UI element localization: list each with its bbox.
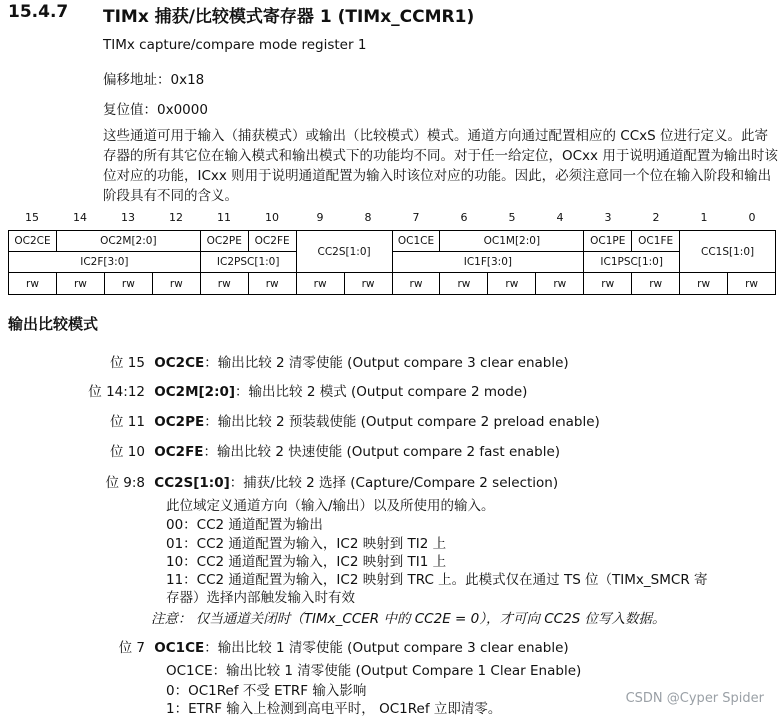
bit-number: 3 bbox=[604, 211, 612, 224]
field-name: CC2S[1:0] bbox=[154, 475, 230, 491]
field-name: OC1CE bbox=[154, 640, 205, 656]
access-cell: rw bbox=[632, 273, 680, 295]
field-oc1ce: OC1CE bbox=[392, 231, 440, 252]
bit-number: 2 bbox=[652, 211, 660, 224]
bit-number: 15 bbox=[25, 211, 39, 224]
oc1ce-detail: 0：OC1Ref 不受 ETRF 输入影响 bbox=[166, 683, 367, 699]
access-cell: rw bbox=[584, 273, 632, 295]
register-english-name: TIMx capture/compare mode register 1 bbox=[103, 37, 367, 53]
cc2s-detail: 00：CC2 通道配置为输出 bbox=[166, 517, 323, 533]
access-cell: rw bbox=[9, 273, 57, 295]
access-cell: rw bbox=[680, 273, 728, 295]
bit-number: 10 bbox=[265, 211, 279, 224]
bit-position: 位 14:12 bbox=[88, 384, 145, 400]
watermark: CSDN @Cyper Spider bbox=[625, 691, 764, 706]
field-desc: ：捕获/比较 2 选择 (Capture/Compare 2 selection) bbox=[229, 475, 559, 491]
field-name: OC2M[2:0] bbox=[154, 384, 236, 400]
bit-number: 11 bbox=[217, 211, 231, 224]
field-name: OC2PE bbox=[154, 414, 205, 430]
field-ic2f: IC2F[3:0] bbox=[9, 252, 201, 273]
field-description-oc2fe bbox=[0, 440, 560, 460]
field-ic1psc: IC1PSC[1:0] bbox=[584, 252, 680, 273]
section-number: 15.4.7 bbox=[8, 2, 69, 22]
field-desc: ：输出比较 2 快速使能 (Output compare 2 fast enable) bbox=[203, 444, 561, 460]
field-oc2fe: OC2FE bbox=[248, 231, 296, 252]
bit-position: 位 11 bbox=[110, 414, 145, 430]
bit-number: 4 bbox=[556, 211, 564, 224]
bit-number: 6 bbox=[460, 211, 468, 224]
bit-number: 12 bbox=[169, 211, 183, 224]
field-description-cc2s bbox=[0, 471, 558, 491]
bit-number: 0 bbox=[748, 211, 756, 224]
oc1ce-detail: 1：ETRF 输入上检测到高电平时， OC1Ref 立即清零。 bbox=[166, 701, 502, 717]
field-cc2s: CC2S[1:0] bbox=[296, 231, 392, 273]
field-name: OC2FE bbox=[154, 444, 204, 460]
cc2s-detail: 01：CC2 通道配置为输入，IC2 映射到 TI2 上 bbox=[166, 536, 447, 552]
field-desc: ：输出比较 2 预装载使能 (Output compare 2 preload enable) bbox=[204, 414, 600, 430]
access-cell: rw bbox=[200, 273, 248, 295]
field-description-oc1ce bbox=[0, 636, 569, 656]
bit-number: 5 bbox=[508, 211, 516, 224]
bit-number: 7 bbox=[412, 211, 420, 224]
offset-address: 偏移地址：0x18 bbox=[103, 72, 205, 88]
field-description-oc2ce bbox=[0, 351, 569, 371]
bit-position: 位 7 bbox=[118, 640, 145, 656]
access-cell: rw bbox=[488, 273, 536, 295]
access-cell: rw bbox=[344, 273, 392, 295]
bit-number: 9 bbox=[316, 211, 324, 224]
cc2s-detail: 10：CC2 通道配置为输入，IC2 映射到 TI1 上 bbox=[166, 554, 447, 570]
access-cell: rw bbox=[152, 273, 200, 295]
bit-number: 8 bbox=[364, 211, 372, 224]
register-description: 这些通道可用于输入（捕获模式）或输出（比较模式）模式。通道方向通过配置相应的 CCxS 位进行定义。此寄存器的所有其它位在输入模式和输出模式下的功能均不同。对于任一给定位，OCxx 用于说明通道配置为输出时该位对应的功能，ICxx 则用于说明通道配置为输入时该位对应的功能。因此，必须注意同一个位在输入阶段和输出阶段具有不同的含义。 bbox=[103, 128, 778, 204]
field-ic1f: IC1F[3:0] bbox=[392, 252, 584, 273]
cc2s-note: 注意： 仅当通道关闭时（TIMx_CCER 中的 CC2E = 0），才可向 CC2S 位写入数据。 bbox=[151, 611, 666, 627]
field-name: OC2CE bbox=[154, 355, 205, 371]
field-cc1s: CC1S[1:0] bbox=[680, 231, 776, 273]
access-cell: rw bbox=[728, 273, 776, 295]
access-cell: rw bbox=[248, 273, 296, 295]
field-oc2ce: OC2CE bbox=[9, 231, 57, 252]
bit-number: 13 bbox=[121, 211, 135, 224]
bit-position: 位 15 bbox=[110, 355, 145, 371]
field-oc1pe: OC1PE bbox=[584, 231, 632, 252]
output-compare-heading: 输出比较模式 bbox=[8, 315, 99, 333]
oc1ce-detail: OC1CE：输出比较 1 清零使能 (Output Compare 1 Clear Enable) bbox=[166, 663, 582, 679]
field-desc: ：输出比较 1 清零使能 (Output compare 3 clear enable) bbox=[204, 640, 569, 656]
bit-position: 位 10 bbox=[110, 444, 145, 460]
field-oc2m: OC2M[2:0] bbox=[56, 231, 200, 252]
access-cell: rw bbox=[56, 273, 104, 295]
field-description-oc2pe bbox=[0, 410, 600, 430]
access-cell: rw bbox=[392, 273, 440, 295]
field-desc: ：输出比较 2 清零使能 (Output compare 3 clear enable) bbox=[204, 355, 569, 371]
access-cell: rw bbox=[296, 273, 344, 295]
reset-value: 复位值：0x0000 bbox=[103, 102, 208, 118]
field-desc: ：输出比较 2 模式 (Output compare 2 mode) bbox=[235, 384, 528, 400]
section-title: TIMx 捕获/比较模式寄存器 1 (TIMx_CCMR1) bbox=[103, 7, 475, 27]
cc2s-detail: 存器）选择内部触发输入时有效 bbox=[166, 590, 355, 606]
field-oc2pe: OC2PE bbox=[200, 231, 248, 252]
field-ic2psc: IC2PSC[1:0] bbox=[200, 252, 296, 273]
cc2s-detail: 此位域定义通道方向（输入/输出）以及所使用的输入。 bbox=[166, 498, 495, 514]
bit-number-row bbox=[8, 211, 776, 227]
cc2s-detail: 11：CC2 通道配置为输入，IC2 映射到 TRC 上。此模式仅在通过 TS 位（TIMx_SMCR 寄 bbox=[166, 572, 708, 588]
access-cell: rw bbox=[440, 273, 488, 295]
register-bitfield-table bbox=[8, 230, 776, 295]
bit-number: 14 bbox=[73, 211, 87, 224]
access-cell: rw bbox=[104, 273, 152, 295]
access-cell: rw bbox=[536, 273, 584, 295]
bit-number: 1 bbox=[700, 211, 708, 224]
field-oc1fe: OC1FE bbox=[632, 231, 680, 252]
bit-position: 位 9:8 bbox=[105, 475, 145, 491]
field-oc1m: OC1M[2:0] bbox=[440, 231, 584, 252]
field-description-oc2m bbox=[0, 380, 527, 400]
